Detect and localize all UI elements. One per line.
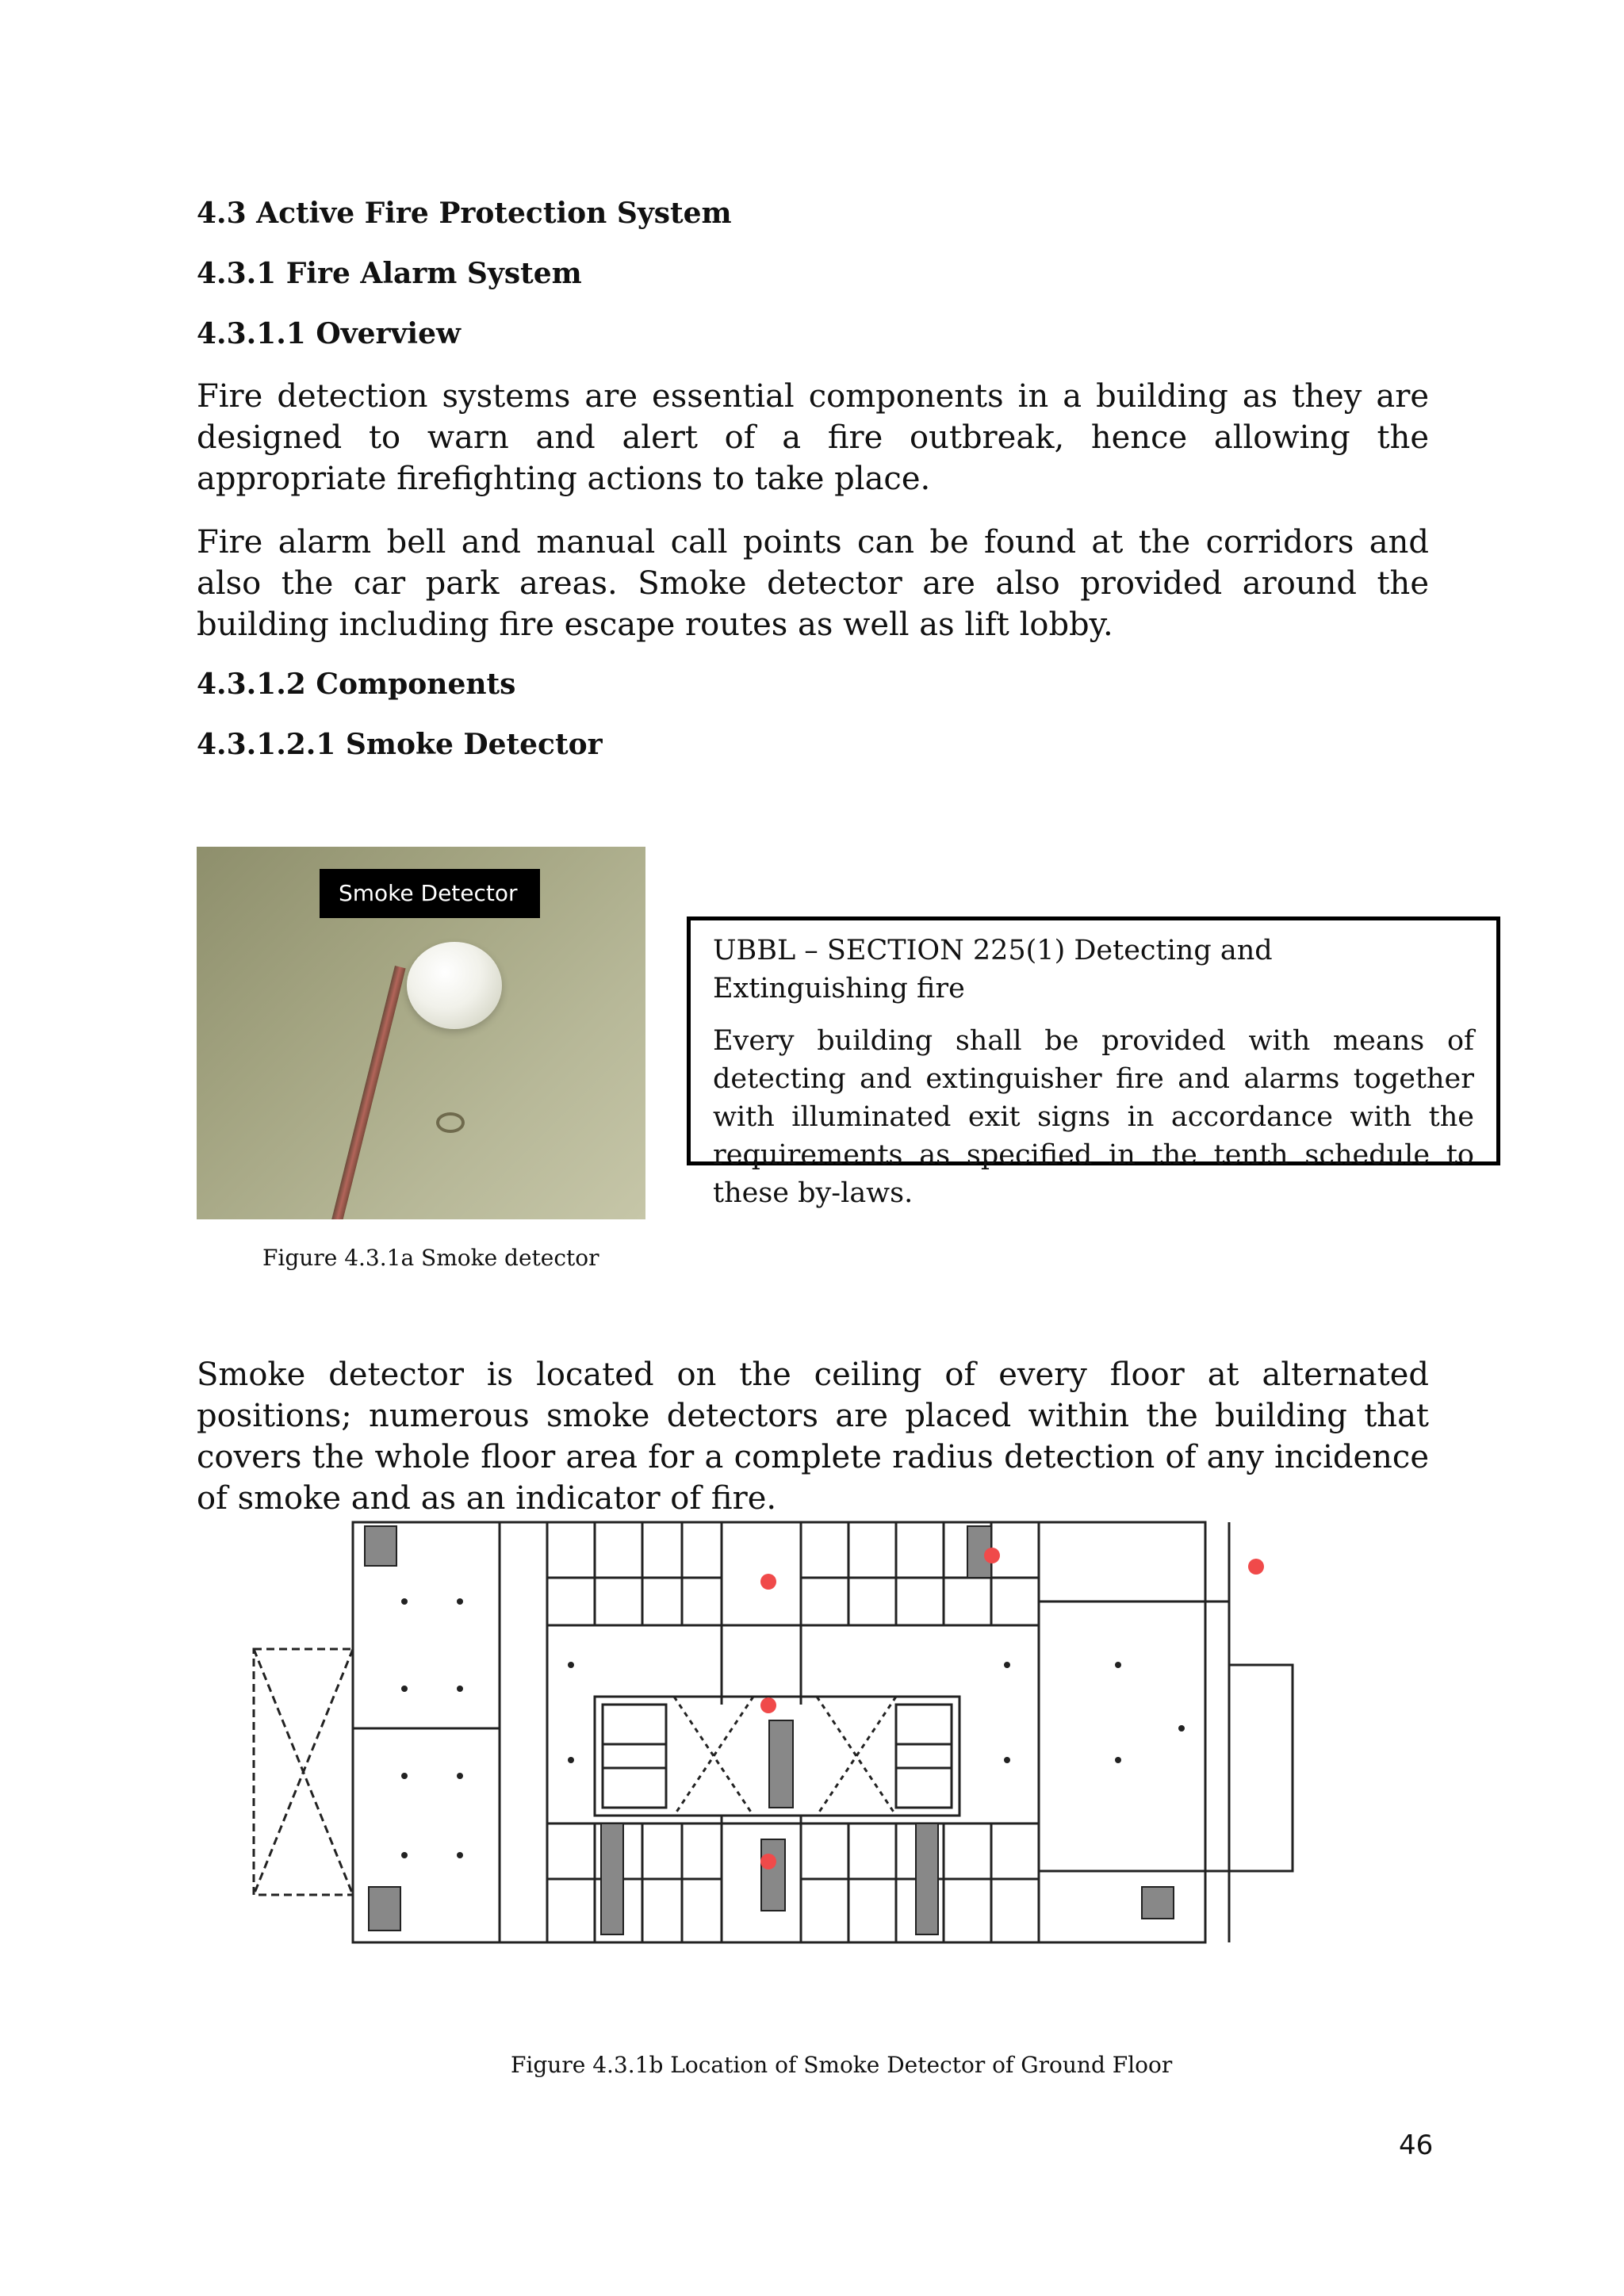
page-number: 46: [1399, 2130, 1434, 2161]
smoke-detector-marker: [1248, 1559, 1264, 1575]
smoke-detector-photo: [197, 847, 645, 1219]
ground-floor-plan: [246, 1506, 1332, 1958]
smoke-detector-marker: [760, 1854, 776, 1869]
smoke-detector-marker: [760, 1697, 776, 1713]
plan-stair-core: [1142, 1887, 1174, 1919]
plan-annex-right: [1229, 1665, 1293, 1871]
ubbl-body: Every building shall be provided with means of detecting and extinguisher fire and alarms together with illuminated exit signs in accordance with the requirements as specified in the tenth schedule to these by-laws.: [713, 1025, 1474, 1209]
figure-caption-b: Figure 4.3.1b Location of Smoke Detector of Ground Floor: [511, 2052, 1173, 2078]
heading-4-3-1-2: 4.3.1.2 Components: [197, 668, 516, 701]
plan-stair-core: [761, 1839, 785, 1911]
plan-escalator-left: [603, 1705, 666, 1808]
plan-stair-core: [369, 1887, 400, 1931]
plan-stair-core: [601, 1823, 623, 1934]
smoke-detector-markers: [760, 1548, 1264, 1869]
pipe-clip: [436, 1112, 465, 1133]
smoke-detector-marker: [984, 1548, 1000, 1563]
plan-lift-core: [769, 1720, 793, 1808]
smoke-detector-marker: [760, 1574, 776, 1590]
paragraph-smoke-detector: Smoke detector is located on the ceiling of every floor at alternated positions; numerous smoke detectors are placed within the building that covers the whole floor area for a complete radius detection of any incidence of smoke and as an indicator of fire.: [197, 1357, 1429, 1517]
plan-stair-core: [365, 1526, 396, 1566]
plan-stair-core: [916, 1823, 938, 1934]
conduit-pipe: [322, 966, 406, 1219]
heading-4-3-1-2-1: 4.3.1.2.1 Smoke Detector: [197, 728, 603, 761]
heading-4-3-1-1: 4.3.1.1 Overview: [197, 317, 461, 350]
smoke-detector-device: [407, 942, 502, 1029]
ubbl-title: UBBL – SECTION 225(1) Detecting and Extinguishing fire: [713, 935, 1273, 1004]
figure-caption-a: Figure 4.3.1a Smoke detector: [262, 1245, 599, 1271]
ubbl-regulation-box: [687, 916, 1500, 1209]
paragraph-overview-2: Fire alarm bell and manual call points can be found at the corridors and also the car park areas. Smoke detector are also provided around the building including fire escape routes as well as lift lobby.: [197, 524, 1429, 643]
heading-4-3-1: 4.3.1 Fire Alarm System: [197, 257, 582, 290]
photo-label: Smoke Detector: [320, 869, 540, 918]
paragraph-overview-1: Fire detection systems are essential components in a building as they are designed to warn and alert of a fire outbreak, hence allowing the appropriate firefighting actions to take place.: [197, 378, 1429, 497]
plan-escalator-right: [896, 1705, 952, 1808]
heading-4-3: 4.3 Active Fire Protection System: [197, 197, 732, 230]
